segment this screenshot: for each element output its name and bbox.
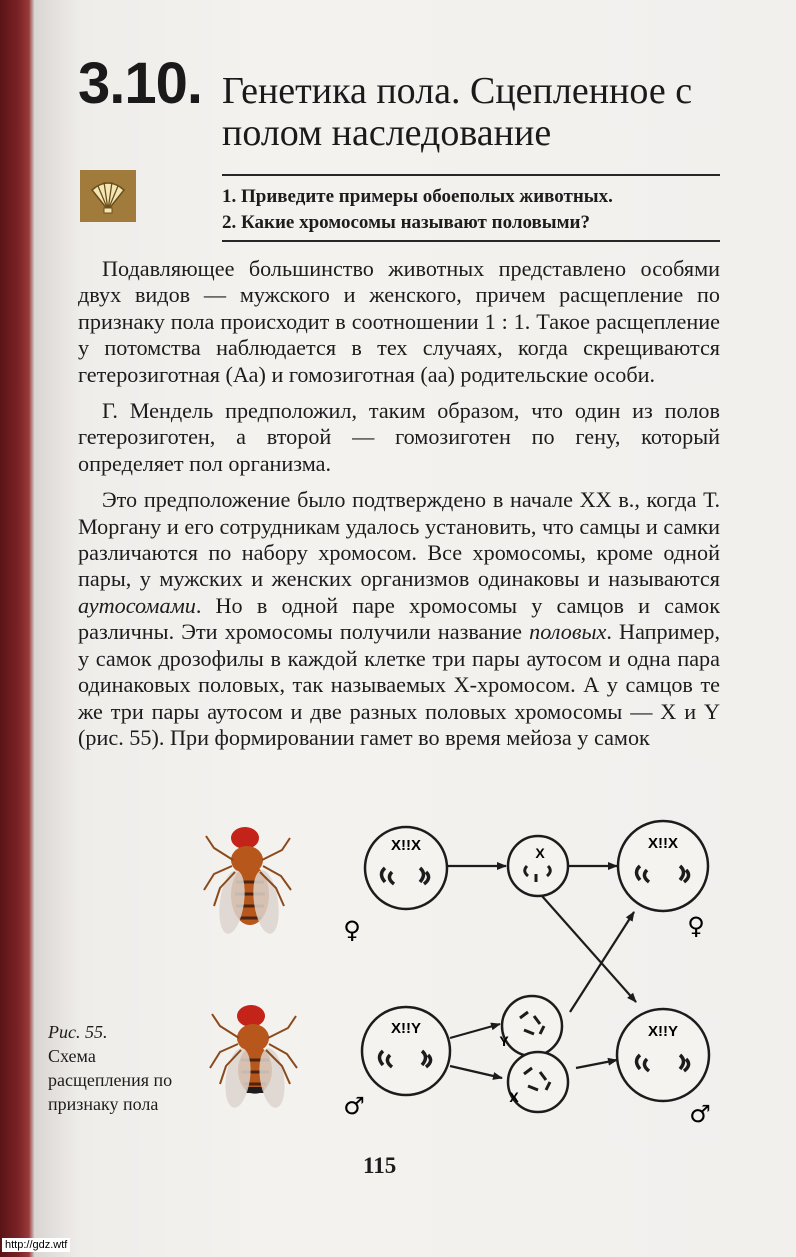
female-fruit-fly-icon [204, 827, 291, 935]
offspring-female-label: X!!X [648, 835, 678, 852]
female-cell-label: X!!X [391, 837, 421, 854]
term-sex-chromosomes: половых [529, 619, 607, 645]
male-parent-cell [362, 1007, 450, 1095]
sperm-y-gamete-cell [499, 996, 562, 1056]
figure-caption-label: Рис. 55. [48, 1022, 108, 1042]
section-number: 3.10. [78, 51, 202, 116]
sperm-y-label: Y [499, 1033, 509, 1049]
question-2: 2. Какие хромосомы называют половыми? [222, 212, 590, 233]
source-watermark: http://gdz.wtf [2, 1238, 70, 1252]
male-symbol-icon: ♂ [343, 1092, 365, 1120]
paragraph-2: Г. Мендель предположил, таким образом, что один из полов гетерозиготен, а второй — гомозиготен по гену, который определяет пол организма. [78, 398, 720, 476]
female-gamete-cell [508, 836, 568, 896]
sperm-x-label: X [509, 1089, 519, 1105]
question-1: 1. Приведите примеры обоеполых животных. [222, 186, 613, 207]
figure-caption-text: Схема расщепления по признаку пола [48, 1046, 173, 1114]
page-number: 115 [363, 1153, 397, 1178]
paragraph-1: Подавляющее большинство животных представлено особями двух видов — мужского и женского, причем расщепление по признаку пола происходит в соотношении 1 : 1. Такое расщепление у потомства наблюдается в тех случаях, когда скрещиваются гетерозиготная (Аа) и гомозиготная (аа) родительские особи. [78, 256, 720, 387]
offspring-male-cell [617, 1009, 709, 1101]
offspring-female-cell [618, 821, 708, 911]
figure-caption [48, 1020, 178, 1116]
offspring-male-label: X!!Y [648, 1023, 678, 1040]
female-parent-cell [365, 827, 447, 909]
sperm-x-gamete-cell [508, 1052, 568, 1112]
offspring-female-symbol-icon: ♀ [687, 912, 705, 940]
offspring-male-symbol-icon: ♂ [689, 1100, 711, 1128]
section-title: Генетика пола. Сцепленное с полом наследование [222, 70, 693, 154]
female-symbol-icon: ♀ [343, 916, 361, 944]
term-autosomes: аутосомами [78, 592, 196, 618]
paragraph-3-part-a: Это предположение было подтверждено в начале XX в., когда Т. Моргану и его сотрудникам удалось установить, что самцы и самки различаются по набору хромосом. Все хромосомы, кроме одной пары, у мужских и женских организмов одинаковы и называются [78, 487, 720, 592]
paragraph-3-part-c: . Например, у самок дрозофилы в каждой клетке три пары аутосом и одна пара одинаковых половых, так называемых X-хромосом. А у самцов те же три пары аутосом и две разных половых хромосомы — X и Y (рис. 55). При формировании гамет во время мейоза у самок [78, 619, 720, 750]
egg-gamete-label: X [535, 845, 545, 861]
male-fruit-fly-icon [210, 1005, 297, 1109]
male-cell-label: X!!Y [391, 1020, 421, 1037]
paragraph-3-part-b: . Но в одной паре хромосомы у самцов и самок различны. Эти хромосомы получили название [78, 592, 720, 645]
